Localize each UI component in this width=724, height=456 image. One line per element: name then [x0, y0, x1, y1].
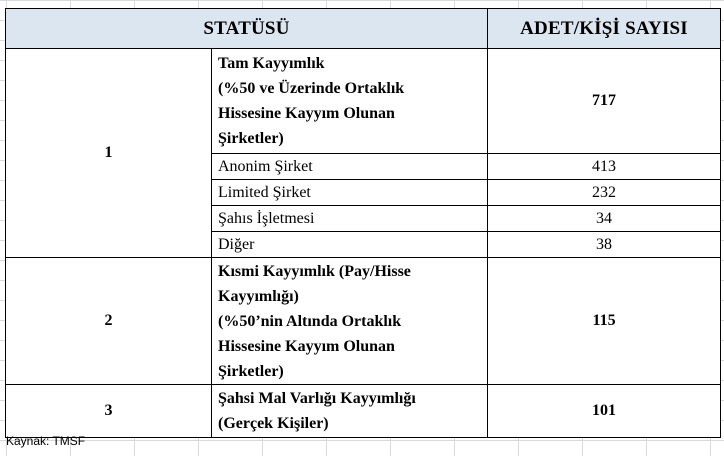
label-line: Tam Kayyımlık [218, 55, 325, 72]
header-count: ADET/KİŞİ SAYISI [488, 9, 721, 49]
sub-row-value: 34 [488, 206, 721, 232]
label-line: (Gerçek Kişiler) [218, 415, 329, 432]
sub-row-label: Diğer [212, 232, 488, 258]
header-status: STATÜSÜ [6, 9, 488, 49]
label-line: (%50’nin Altında Ortaklık [218, 312, 402, 330]
label-line: Şirketler) [218, 130, 284, 147]
label-line: Kayyımlığı) [218, 287, 299, 305]
label-line: Kısmi Kayyımlık (Pay/Hisse [218, 262, 411, 280]
table-header-row [6, 9, 721, 49]
status-table [5, 8, 721, 438]
label-line: Hissesine Kayyım Olunan [218, 105, 395, 122]
group-2-label [212, 258, 488, 385]
label-line: Şirketler) [218, 362, 284, 380]
table-row [6, 49, 721, 154]
status-table-container [5, 8, 720, 438]
source-note: Kaynak: TMSF [6, 434, 86, 448]
group-3-value: 101 [488, 385, 721, 438]
sub-row-value: 232 [488, 180, 721, 206]
label-line: (%50 ve Üzerinde Ortaklık [218, 80, 405, 97]
sub-row-label: Limited Şirket [212, 180, 488, 206]
group-3-number: 3 [6, 385, 212, 438]
label-line: Hissesine Kayyım Olunan [218, 337, 395, 355]
group-2-value: 115 [488, 258, 721, 385]
sub-row-label: Anonim Şirket [212, 154, 488, 180]
group-1-label [212, 49, 488, 154]
table-row [6, 385, 721, 438]
sub-row-label: Şahıs İşletmesi [212, 206, 488, 232]
sub-row-value: 413 [488, 154, 721, 180]
group-3-label [212, 385, 488, 438]
group-1-value: 717 [488, 49, 721, 154]
group-1-number: 1 [6, 49, 212, 258]
group-2-number: 2 [6, 258, 212, 385]
label-line: Şahsi Mal Varlığı Kayyımlığı [218, 390, 416, 407]
table-row [6, 258, 721, 385]
sub-row-value: 38 [488, 232, 721, 258]
